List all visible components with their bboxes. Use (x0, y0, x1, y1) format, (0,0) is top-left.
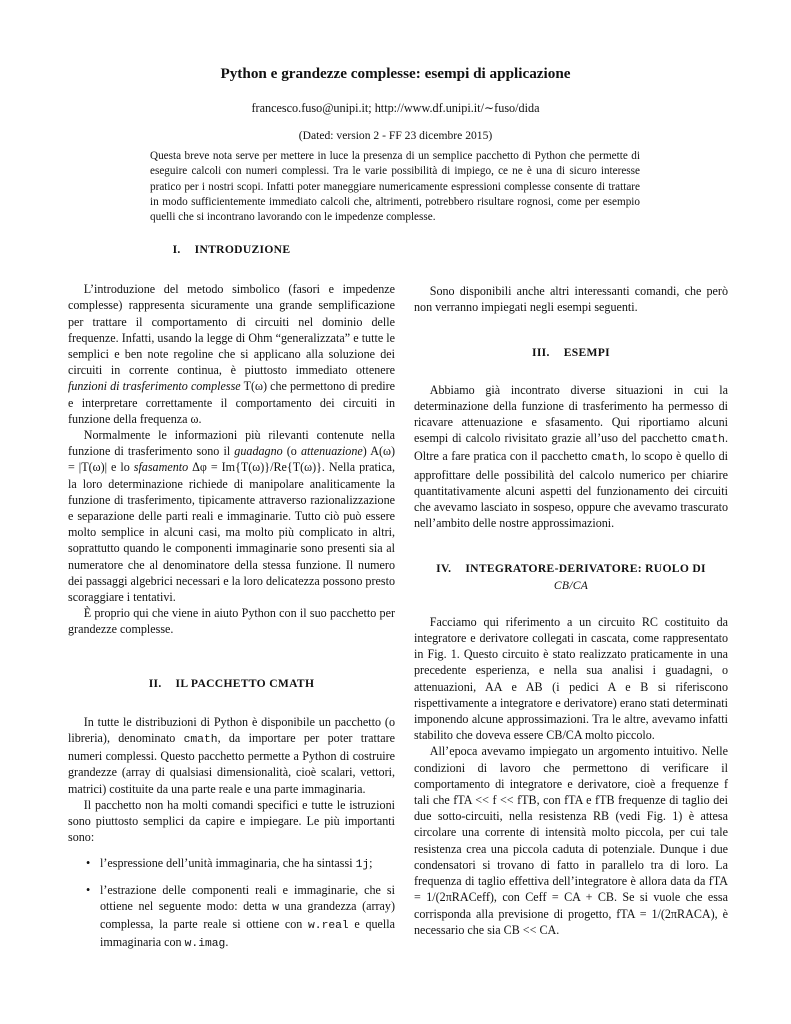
section-number: I. (172, 243, 181, 256)
paragraph: Abbiamo già incontrato diverse situazioni in cui la determinazione della funzione di trasferimento ha permesso di ricavare attenuazione e sfasamento. Qui riportiamo alcuni esempi di calcolo rivisitato grazie all’uso del pacchetto cmath. Oltre a fare pratica con il pacchetto cmath, lo scopo è quello di approfittare delle possibilità del calcolo numerico per chiarire quantitativamente alcuni aspetti del funzionamento dei circuiti che avevamo lasciato in sospeso, oppure che avevamo trascurato nell’ambito delle nostre approssimazioni. (414, 382, 728, 531)
section-title: INTEGRATORE-DERIVATORE: RUOLO DI (465, 562, 706, 576)
paragraph: Sono disponibili anche altri interessanti comandi, che però non verranno impiegati negli esempi seguenti. (414, 284, 728, 315)
paragraph: È proprio qui che viene in aiuto Python con il suo pacchetto per grandezze complesse. (68, 606, 395, 637)
abstract: Questa breve nota serve per mettere in luce la presenza di un semplice pacchetto di Python che permette di eseguire calcoli con numeri complessi. Tra le varie possibilità di impiego, ce ne è una di sicuro interesse pratico per i nostri scopi. Infatti poter maneggiare numericamente espressioni complesse consente di trattare in modo sufficientemente immediato calcoli che, altrimenti, potrebbero risultare rognosi, come per esempio quelli che si incontrano lavorando con le impedenze complesse. (150, 150, 640, 224)
list-item: • l’espressione dell’unità immaginaria, che ha sintassi 1j; (86, 855, 373, 871)
list-item: • l’estrazione delle componenti reali e immaginarie, che si ottiene nel seguente modo: detta w una grandezza (array) complessa, la parte reale si ottiene con w.real e quella immaginaria con w.imag. (86, 882, 396, 951)
paragraph: In tutte le distribuzioni di Python è disponibile un pacchetto (o libreria), denominato cmath, da importare per poter trattare numeri complessi. Questo pacchetto permette a Python di costruire grandezze (array di qualsiasi dimensionalità, cioè scalari, vettori, matrici) costituite da una parte reale e una parte immaginaria. (68, 714, 395, 796)
section-number: II. (148, 676, 162, 690)
bullet-icon: • (86, 882, 91, 897)
section-title: INTRODUZIONE (194, 243, 291, 256)
right-column (414, 283, 728, 938)
bullet-icon: • (86, 855, 91, 870)
paragraph: All’epoca avevamo impiegato un argomento intuitivo. Nelle condizioni di lavoro che permettono di verificare il comportamento di integratore e derivatore, cioè a frequenze f tali che fTA << f << fTB, con fTA e fTB frequenze di taglio dei due sotto-circuiti, nella resistenza RB (vedi Fig. 1) è attesa circolare una corrente di intensità molto piccola, per cui tale resistenza crea una piccola caduta di potenziale. Dunque i due condensatori si trovano di fatto in parallelo tra di loro. La frequenza di taglio effettiva dell’integratore è allora data da fTA = 1/(2πRACeff), con Ceff = CA + CB. Se si vuole che essa corrisponda alla previsione di progetto, fTA = 1/(2πRACA), è necessario che sia CB << CA. (414, 744, 728, 937)
section-heading-integratore (414, 561, 728, 577)
left-column (68, 242, 395, 953)
paragraph: Facciamo qui riferimento a un circuito RC costituito da integratore e derivatore collegati in cascata, come rappresentato in Fig. 1. Questo circuito è stato realizzato praticamente in una precedente esperienza, e nella sua analisi i guadagni, o attenuazioni, AA e AB (i pedici A e B si riferiscono rispettivamente a integratore e derivatore) erano stati determinati imponendo alcune approssimazioni. Tra le altre, avevamo infatti stabilito che doveva essere CB/CA molto piccolo. (414, 614, 728, 743)
section-heading-cmath (68, 676, 395, 692)
paper-title: Python e grandezze complesse: esempi di applicazione (220, 65, 571, 82)
paragraph: Il pacchetto non ha molti comandi specifici e tutte le istruzioni sono piuttosto semplici da capire e impiegare. Le più importanti sono: (68, 797, 395, 845)
section-heading-introduzione (68, 242, 395, 258)
section-title: ESEMPI (563, 346, 610, 360)
section-number: IV. (436, 562, 452, 576)
section-number: III. (532, 346, 550, 360)
section-heading-esempi (414, 345, 728, 361)
author-line: francesco.fuso@unipi.it; http://www.df.unipi.it/∼fuso/dida (251, 101, 540, 115)
section-heading-subtitle: CB/CA (553, 578, 589, 592)
paragraph: L’introduzione del metodo simbolico (fasori e impedenze complesse) rappresenta sicuramente una grande semplificazione per trattare il comportamento di circuiti nel dominio delle frequenze. Infatti, usando la legge di Ohm “generalizzata” e tutte le semplici e ben note regoline che si applicano alla soluzione dei circuiti in corrente continua, è piuttosto immediato ottenere funzioni di trasferimento complesse T(ω) che permettono di predire e interpretare correttamente il comportamento dei circuiti in funzione della frequenza ω. (68, 282, 396, 426)
paragraph: Normalmente le informazioni più rilevanti contenute nella funzione di trasferimento sono il guadagno (o attenuazione) A(ω) = |T(ω)| e lo sfasamento Δφ = Im{T(ω)}/Re{T(ω)}. Nella pratica, la loro determinazione richiede di manipolare analiticamente la funzione di trasferimento, tipicamente attraverso razionalizzazione e separazione delle parti reali e immaginarie. Tutto ciò può essere molto semplice in alcuni casi, ma molto più complicato in altri, soprattutto quando le componenti immaginarie sono presenti sia al numeratore che al denominatore della stessa funzione. Il numero dei passaggi algebrici necessari e la loro delicatezza possono presto scoraggiare i tentativi. (68, 428, 395, 605)
command-list (68, 855, 395, 953)
dated-line: (Dated: version 2 - FF 23 dicembre 2015) (298, 129, 493, 142)
section-title: IL PACCHETTO CMATH (175, 676, 315, 690)
